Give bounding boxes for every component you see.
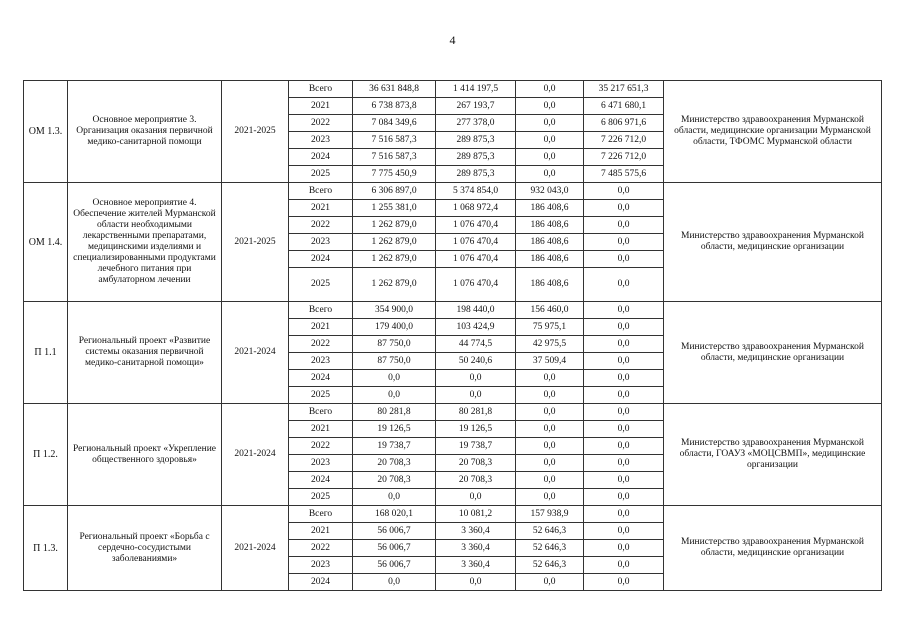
year-cell: 2022: [289, 217, 353, 234]
regional-budget-cell: 0,0: [516, 472, 584, 489]
federal-budget-cell: 5 374 854,0: [436, 183, 516, 200]
activity-period: 2021-2024: [222, 404, 289, 506]
total-cell: 179 400,0: [353, 319, 436, 336]
year-cell: 2022: [289, 438, 353, 455]
table-row: [24, 302, 882, 319]
activity-code: П 1.1: [24, 302, 68, 404]
other-funds-cell: 0,0: [584, 523, 664, 540]
total-cell: 168 020,1: [353, 506, 436, 523]
year-cell: 2021: [289, 200, 353, 217]
activity-title: Основное мероприятие 3. Организация оказания первичной медико-санитарной помощи: [68, 81, 222, 183]
activity-code: П 1.2.: [24, 404, 68, 506]
federal-budget-cell: 0,0: [436, 387, 516, 404]
other-funds-cell: 0,0: [584, 268, 664, 302]
regional-budget-cell: 186 408,6: [516, 251, 584, 268]
total-cell: 0,0: [353, 387, 436, 404]
total-cell: 56 006,7: [353, 557, 436, 574]
regional-budget-cell: 0,0: [516, 574, 584, 591]
executor-cell: Министерство здравоохранения Мурманской области, медицинские организации: [664, 302, 882, 404]
total-cell: 80 281,8: [353, 404, 436, 421]
total-cell: 0,0: [353, 370, 436, 387]
activity-period: 2021-2025: [222, 183, 289, 302]
other-funds-cell: 0,0: [584, 370, 664, 387]
federal-budget-cell: 0,0: [436, 370, 516, 387]
total-cell: 0,0: [353, 574, 436, 591]
year-cell: 2024: [289, 149, 353, 166]
total-cell: 7 516 587,3: [353, 149, 436, 166]
year-cell: 2021: [289, 98, 353, 115]
regional-budget-cell: 186 408,6: [516, 234, 584, 251]
table-row: [24, 183, 882, 200]
year-cell: 2022: [289, 115, 353, 132]
regional-budget-cell: 0,0: [516, 149, 584, 166]
total-cell: 20 708,3: [353, 455, 436, 472]
page-number: 4: [449, 33, 456, 47]
regional-budget-cell: 0,0: [516, 370, 584, 387]
year-cell: 2023: [289, 455, 353, 472]
other-funds-cell: 0,0: [584, 234, 664, 251]
regional-budget-cell: 0,0: [516, 438, 584, 455]
regional-budget-cell: 0,0: [516, 455, 584, 472]
federal-budget-cell: 3 360,4: [436, 523, 516, 540]
federal-budget-cell: 1 076 470,4: [436, 234, 516, 251]
regional-budget-cell: 52 646,3: [516, 557, 584, 574]
year-cell: Всего: [289, 506, 353, 523]
year-cell: 2025: [289, 166, 353, 183]
year-cell: 2021: [289, 523, 353, 540]
year-cell: 2022: [289, 540, 353, 557]
year-cell: 2021: [289, 421, 353, 438]
regional-budget-cell: 52 646,3: [516, 523, 584, 540]
other-funds-cell: 0,0: [584, 404, 664, 421]
executor-cell: Министерство здравоохранения Мурманской области, медицинские организации Мурманской области, ТФОМС Мурманской области: [664, 81, 882, 183]
total-cell: 1 262 879,0: [353, 251, 436, 268]
total-cell: 1 262 879,0: [353, 268, 436, 302]
other-funds-cell: 0,0: [584, 302, 664, 319]
federal-budget-cell: 289 875,3: [436, 132, 516, 149]
regional-budget-cell: 37 509,4: [516, 353, 584, 370]
regional-budget-cell: 0,0: [516, 115, 584, 132]
regional-budget-cell: 0,0: [516, 489, 584, 506]
year-cell: 2024: [289, 472, 353, 489]
executor-cell: Министерство здравоохранения Мурманской области, ГОАУЗ «МОЦСВМП», медицинские организации: [664, 404, 882, 506]
activity-period: 2021-2025: [222, 81, 289, 183]
year-cell: 2022: [289, 336, 353, 353]
total-cell: 7 084 349,6: [353, 115, 436, 132]
federal-budget-cell: 267 193,7: [436, 98, 516, 115]
total-cell: 56 006,7: [353, 523, 436, 540]
federal-budget-cell: 1 076 470,4: [436, 268, 516, 302]
federal-budget-cell: 44 774,5: [436, 336, 516, 353]
other-funds-cell: 0,0: [584, 506, 664, 523]
federal-budget-cell: 10 081,2: [436, 506, 516, 523]
federal-budget-cell: 3 360,4: [436, 540, 516, 557]
executor-cell: Министерство здравоохранения Мурманской области, медицинские организации: [664, 506, 882, 591]
total-cell: 7 775 450,9: [353, 166, 436, 183]
regional-budget-cell: 932 043,0: [516, 183, 584, 200]
regional-budget-cell: 156 460,0: [516, 302, 584, 319]
total-cell: 1 262 879,0: [353, 217, 436, 234]
year-cell: 2023: [289, 557, 353, 574]
activity-code: ОМ 1.4.: [24, 183, 68, 302]
regional-budget-cell: 0,0: [516, 81, 584, 98]
total-cell: 56 006,7: [353, 540, 436, 557]
other-funds-cell: 0,0: [584, 353, 664, 370]
total-cell: 7 516 587,3: [353, 132, 436, 149]
federal-budget-cell: 289 875,3: [436, 149, 516, 166]
regional-budget-cell: 0,0: [516, 166, 584, 183]
other-funds-cell: 6 806 971,6: [584, 115, 664, 132]
federal-budget-cell: 289 875,3: [436, 166, 516, 183]
activity-title: Региональный проект «Борьба с сердечно-сосудистыми заболеваниями»: [68, 506, 222, 591]
other-funds-cell: 0,0: [584, 421, 664, 438]
year-cell: 2021: [289, 319, 353, 336]
other-funds-cell: 0,0: [584, 251, 664, 268]
activity-title: Основное мероприятие 4. Обеспечение жителей Мурманской области необходимыми лекарственными препаратами, медицинскими изделиями и специализированными продуктами лечебного питания при амбулаторном лечении: [68, 183, 222, 302]
federal-budget-cell: 1 414 197,5: [436, 81, 516, 98]
year-cell: 2025: [289, 387, 353, 404]
year-cell: 2023: [289, 234, 353, 251]
table-row: [24, 506, 882, 523]
year-cell: Всего: [289, 81, 353, 98]
other-funds-cell: 0,0: [584, 319, 664, 336]
other-funds-cell: 0,0: [584, 200, 664, 217]
budget-table-body: [24, 81, 882, 591]
regional-budget-cell: 186 408,6: [516, 200, 584, 217]
total-cell: 19 126,5: [353, 421, 436, 438]
regional-budget-cell: 0,0: [516, 404, 584, 421]
regional-budget-cell: 0,0: [516, 387, 584, 404]
executor-cell: Министерство здравоохранения Мурманской области, медицинские организации: [664, 183, 882, 302]
year-cell: 2024: [289, 251, 353, 268]
other-funds-cell: 0,0: [584, 336, 664, 353]
table-row: [24, 404, 882, 421]
year-cell: Всего: [289, 302, 353, 319]
total-cell: 36 631 848,8: [353, 81, 436, 98]
activity-period: 2021-2024: [222, 302, 289, 404]
other-funds-cell: 0,0: [584, 574, 664, 591]
year-cell: 2023: [289, 132, 353, 149]
activity-code: ОМ 1.3.: [24, 81, 68, 183]
other-funds-cell: 0,0: [584, 438, 664, 455]
federal-budget-cell: 19 738,7: [436, 438, 516, 455]
total-cell: 87 750,0: [353, 353, 436, 370]
total-cell: 87 750,0: [353, 336, 436, 353]
other-funds-cell: 0,0: [584, 540, 664, 557]
other-funds-cell: 0,0: [584, 455, 664, 472]
federal-budget-cell: 0,0: [436, 574, 516, 591]
other-funds-cell: 35 217 651,3: [584, 81, 664, 98]
total-cell: 6 738 873,8: [353, 98, 436, 115]
other-funds-cell: 7 485 575,6: [584, 166, 664, 183]
federal-budget-cell: 1 076 470,4: [436, 251, 516, 268]
regional-budget-cell: 186 408,6: [516, 268, 584, 302]
year-cell: Всего: [289, 183, 353, 200]
federal-budget-cell: 80 281,8: [436, 404, 516, 421]
other-funds-cell: 0,0: [584, 387, 664, 404]
activity-title: Региональный проект «Укрепление общественного здоровья»: [68, 404, 222, 506]
federal-budget-cell: 277 378,0: [436, 115, 516, 132]
federal-budget-cell: 198 440,0: [436, 302, 516, 319]
year-cell: 2024: [289, 574, 353, 591]
regional-budget-cell: 42 975,5: [516, 336, 584, 353]
regional-budget-cell: 0,0: [516, 421, 584, 438]
federal-budget-cell: 20 708,3: [436, 472, 516, 489]
year-cell: 2025: [289, 489, 353, 506]
regional-budget-cell: 75 975,1: [516, 319, 584, 336]
budget-table: [23, 80, 882, 591]
other-funds-cell: 0,0: [584, 472, 664, 489]
table-row: [24, 81, 882, 98]
activity-code: П 1.3.: [24, 506, 68, 591]
regional-budget-cell: 186 408,6: [516, 217, 584, 234]
other-funds-cell: 0,0: [584, 489, 664, 506]
other-funds-cell: 7 226 712,0: [584, 132, 664, 149]
total-cell: 0,0: [353, 489, 436, 506]
other-funds-cell: 0,0: [584, 557, 664, 574]
other-funds-cell: 6 471 680,1: [584, 98, 664, 115]
federal-budget-cell: 3 360,4: [436, 557, 516, 574]
federal-budget-cell: 1 068 972,4: [436, 200, 516, 217]
activity-title: Региональный проект «Развитие системы оказания первичной медико-санитарной помощи»: [68, 302, 222, 404]
regional-budget-cell: 52 646,3: [516, 540, 584, 557]
regional-budget-cell: 0,0: [516, 132, 584, 149]
total-cell: 19 738,7: [353, 438, 436, 455]
total-cell: 354 900,0: [353, 302, 436, 319]
federal-budget-cell: 1 076 470,4: [436, 217, 516, 234]
year-cell: 2023: [289, 353, 353, 370]
other-funds-cell: 7 226 712,0: [584, 149, 664, 166]
total-cell: 1 262 879,0: [353, 234, 436, 251]
federal-budget-cell: 50 240,6: [436, 353, 516, 370]
activity-period: 2021-2024: [222, 506, 289, 591]
federal-budget-cell: 19 126,5: [436, 421, 516, 438]
year-cell: 2024: [289, 370, 353, 387]
regional-budget-cell: 0,0: [516, 98, 584, 115]
year-cell: Всего: [289, 404, 353, 421]
regional-budget-cell: 157 938,9: [516, 506, 584, 523]
federal-budget-cell: 103 424,9: [436, 319, 516, 336]
total-cell: 6 306 897,0: [353, 183, 436, 200]
other-funds-cell: 0,0: [584, 183, 664, 200]
total-cell: 1 255 381,0: [353, 200, 436, 217]
year-cell: 2025: [289, 268, 353, 302]
federal-budget-cell: 20 708,3: [436, 455, 516, 472]
total-cell: 20 708,3: [353, 472, 436, 489]
other-funds-cell: 0,0: [584, 217, 664, 234]
federal-budget-cell: 0,0: [436, 489, 516, 506]
